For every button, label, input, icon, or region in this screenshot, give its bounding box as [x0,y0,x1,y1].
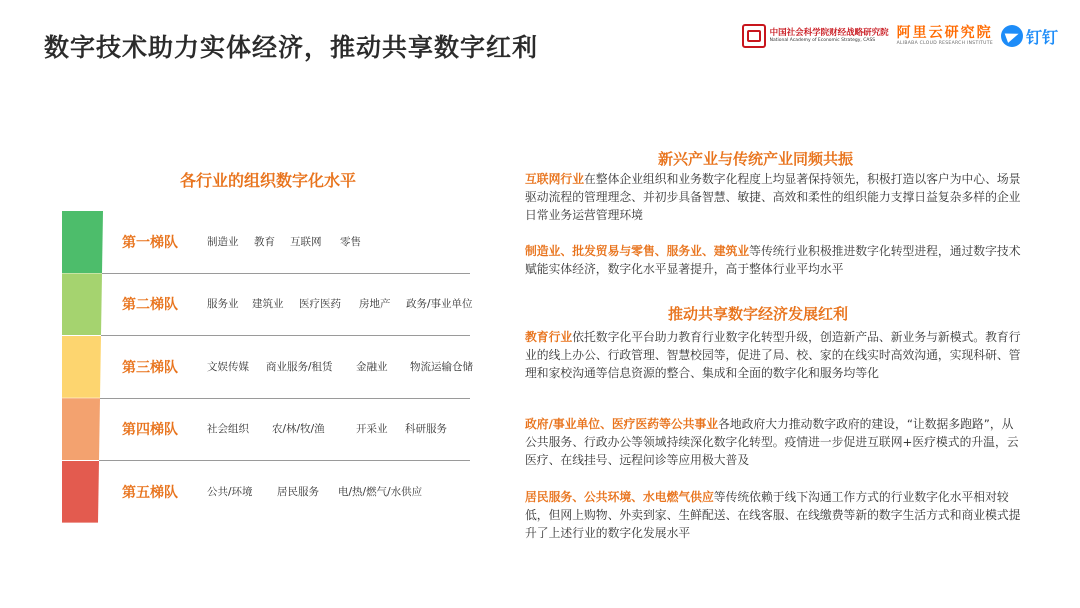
tier-industry: 农/林/牧/渔 [272,423,325,436]
tier-industry: 房地产 [359,298,391,311]
tier-industry: 互联网 [290,236,322,248]
tier-color-block [62,461,99,523]
paragraph-resident-text: 等传统依赖于线下沟通工作方式的行业数字化水平相对较低，但网上购物、外卖到家、生鲜配送、在线客服、在线缴费等新的数字生活方式和商业模式提升了上述行业的数字化发展水平 [525,490,1021,540]
tier-row [62,398,472,460]
right-heading-2: 推动共享数字经济发展红利 [668,305,849,323]
dingtalk-name: 钉钉 [1025,27,1058,47]
tier-row [62,211,472,273]
tier-color-block [62,336,101,398]
tier-color-block [62,211,103,273]
tier-label: 第五梯队 [122,484,178,501]
tier-industry: 社会组织 [207,423,249,436]
tier-color-block [62,398,100,460]
tier-color-block [62,273,102,335]
tier-industry: 服务业 [207,298,239,311]
tier-row [62,336,472,398]
paragraph-resident [525,488,1025,542]
dingtalk-icon [1001,25,1023,47]
page-title: 数字技术助力实体经济，推动共享数字红利 [44,33,539,62]
cass-name-en: National Academy of Economic Strategy, CASS [769,38,876,43]
paragraph-public-text: 各地政府大力推动数字政府的建设，“让数据多跑路”，从公共服务、行政办公等领域持续深化数字化转型。疫情进一步促进互联网+医疗模式的升温，云医疗、在线挂号、远程问诊等应用极大普及 [525,417,1019,467]
tier-label: 第四梯队 [122,422,178,439]
tier-industry: 电/热/燃气/水供应 [338,485,423,498]
tier-industry: 制造业 [207,236,239,248]
aliyun-name-en: ALIBABA CLOUD RESEARCH INSTITUTE [896,40,993,46]
paragraph-internet-highlight: 互联网行业 [525,172,584,186]
cass-logo [742,24,889,48]
logo-bar [742,24,1058,48]
tier-industry: 文娱传媒 [207,360,249,373]
tier-label: 第一梯队 [122,235,178,251]
tier-industry: 医疗医药 [299,298,341,311]
tier-industry: 物流运输仓储 [410,360,473,373]
tier-industry: 公共/环境 [207,485,253,498]
paragraph-internet [525,170,1025,224]
paragraph-education-text: 依托数字化平台助力教育行业数字化转型升级，创造新产品、新业务与新模式。教育行业的线上办公、行政管理、智慧校园等，促进了局、校、家的在线实时高效沟通，实现科研、管理和家校沟通等信息资源的整合、集成和全面的数字化和服务均等化 [525,330,1021,380]
paragraph-resident-highlight: 居民服务、公共环境、水电燃气供应 [525,490,714,504]
cass-seal-icon [742,24,766,48]
paragraph-education-highlight: 教育行业 [525,330,573,344]
cass-name-cn: 中国社会科学院财经战略研究院 [769,27,889,38]
tier-industry: 教育 [254,236,275,248]
aliyun-research-logo [897,26,993,47]
aliyun-name-cn: 阿里云研究院 [896,24,993,41]
tier-industry: 政务/事业单位 [406,298,473,311]
tier-industry: 建筑业 [252,298,284,311]
left-heading: 各行业的组织数字化水平 [180,171,357,190]
tier-row [62,461,472,523]
dingtalk-logo [1001,25,1058,48]
paragraph-education [525,328,1025,382]
tier-industry: 商业服务/租赁 [266,360,333,373]
paragraph-traditional-text: 等传统行业积极推进数字化转型进程，通过数字技术赋能实体经济，数字化水平显著提升，高于整体行业平均水平 [525,244,1021,276]
right-heading-1: 新兴产业与传统产业同频共振 [658,150,854,168]
tier-industry: 科研服务 [405,423,447,436]
paragraph-public-highlight: 政府/事业单位、医疗医药等公共事业 [525,417,719,431]
paragraph-public [525,415,1025,469]
paragraph-internet-text: 在整体企业组织和业务数字化程度上均显著保持领先，积极打造以客户为中心、场景驱动流程的管理理念、并初步具备智慧、敏捷、高效和柔性的组织能力支撑日益复杂多样的企业日常业务运营管理环境 [525,172,1021,222]
tier-label: 第三梯队 [122,359,178,376]
paragraph-traditional [525,242,1025,278]
paragraph-traditional-highlight: 制造业、批发贸易与零售、服务业、建筑业 [525,244,750,258]
tier-industry: 零售 [340,236,361,248]
tier-industry: 开采业 [356,423,388,436]
tier-industry: 金融业 [356,360,388,373]
tier-label: 第二梯队 [122,297,178,314]
tier-row [62,273,472,335]
tier-industry: 居民服务 [277,485,319,498]
